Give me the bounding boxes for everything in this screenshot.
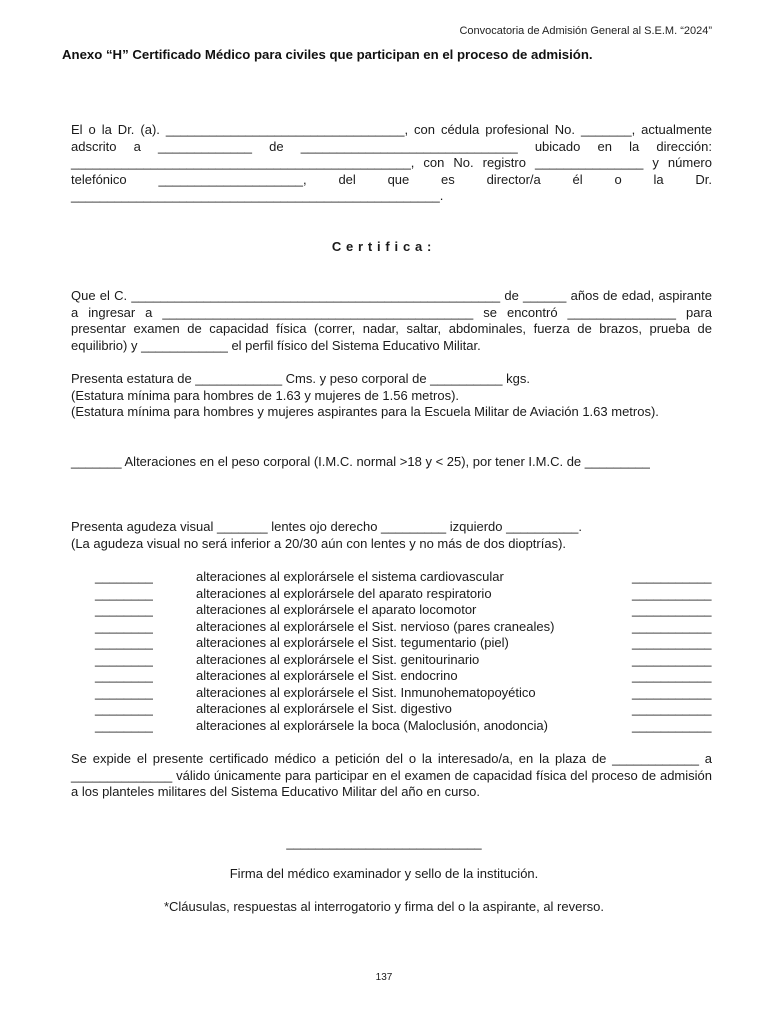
exam-text: alteraciones al explorársele el Sist. Inmunohematopoyético [196, 684, 536, 700]
stature-block [71, 371, 712, 421]
exam-row [0, 569, 768, 586]
blank-left: ________ [95, 701, 153, 716]
exam-row [0, 635, 768, 652]
blank-left: ________ [95, 569, 153, 584]
blank-right: ___________ [632, 585, 712, 601]
signature-label: Firma del médico examinador y sello de la institución. [229, 866, 539, 881]
blank-right: ___________ [632, 701, 712, 716]
visual-line: Presenta agudeza visual _______ lentes ojo derecho _________ izquierdo __________. [71, 519, 583, 534]
blank-left: ________ [95, 668, 153, 683]
page-number: 137 [375, 972, 393, 983]
exam-row [0, 685, 768, 702]
exam-text: alteraciones al explorársele del aparato respiratorio [196, 585, 492, 601]
doctor-paragraph: El o la Dr. (a). _________________________________, con cédula profesional No. _______, actualmente adscrito a _____________ de ______________________________ ubicado en la dirección: _______________________________________________, con No. registro _______________ y número telefónico ____________________, del que es director/a él o la Dr. ___________________________________________________. [71, 122, 712, 203]
exam-text: alteraciones al explorársele el Sist. tegumentario (piel) [196, 635, 509, 650]
exam-text: alteraciones al explorársele el aparato locomotor [196, 602, 477, 617]
exam-row [0, 652, 768, 669]
exam-text: alteraciones al explorársele el Sist. digestivo [196, 701, 452, 716]
aspirante-paragraph: Que el C. ___________________________________________________ de ______ años de edad, aspirante a ingresar a ___________________________________________ se encontró _______________ para presentar examen de capacidad física (correr, nadar, saltar, abdominales, fuerza de brazos, prueba de equilibrio) y ____________ el perfil físico del Sistema Educativo Militar. [71, 288, 712, 353]
blank-right: ___________ [632, 668, 712, 683]
convocatoria-header: Convocatoria de Admisión General al S.E.M. “2024” [459, 25, 712, 37]
clausulas-note: *Cláusulas, respuestas al interrogatorio y firma del o la aspirante, al reverso. [163, 899, 605, 914]
visual-block [71, 519, 712, 552]
blank-left: ________ [95, 717, 153, 733]
blank-left: ________ [95, 635, 153, 650]
imc-line: _______ Alteraciones en el peso corporal (I.M.C. normal >18 y < 25), por tener I.M.C. de _________ [71, 454, 650, 469]
blank-right: ___________ [632, 684, 712, 700]
blank-right: ___________ [632, 618, 712, 634]
stature-line: Presenta estatura de ____________ Cms. y peso corporal de __________ kgs. [71, 371, 530, 386]
exam-text: alteraciones al explorársele el Sist. endocrino [196, 668, 458, 683]
exam-row [0, 586, 768, 603]
exam-text: alteraciones al explorársele el Sist. genitourinario [196, 651, 480, 667]
document-title: Anexo “H” Certificado Médico para civiles que participan en el proceso de admisión. [62, 47, 593, 62]
blank-right: ___________ [632, 602, 712, 617]
certifica-heading: Certifica: [331, 239, 437, 254]
blank-left: ________ [95, 585, 153, 601]
blank-left: ________ [95, 684, 153, 700]
exam-row [0, 701, 768, 718]
visual-note: (La agudeza visual no será inferior a 20/30 aún con lentes y no más de dos dioptrías). [71, 535, 567, 551]
exam-row [0, 718, 768, 735]
exam-text: alteraciones al explorársele el Sist. nervioso (pares craneales) [196, 618, 555, 634]
signature-line: ___________________________ [286, 835, 482, 850]
expide-paragraph: Se expide el presente certificado médico a petición del o la interesado/a, en la plaza de ____________ a ______________ válido únicamente para participar en el examen de capacidad física del proceso de admisión a los planteles militares del Sistema Educativo Militar del año en curso. [71, 751, 712, 799]
blank-right: ___________ [632, 651, 712, 667]
stature-note-2: (Estatura mínima para hombres y mujeres aspirantes para la Escuela Militar de Aviación 1.63 metros). [71, 404, 659, 419]
blank-right: ___________ [632, 717, 712, 733]
exam-text: alteraciones al explorársele la boca (Maloclusión, anodoncia) [196, 717, 548, 733]
exam-list [0, 569, 768, 734]
blank-left: ________ [95, 602, 153, 617]
blank-right: ___________ [632, 635, 712, 650]
exam-text: alteraciones al explorársele el sistema cardiovascular [196, 569, 504, 584]
stature-note-1: (Estatura mínima para hombres de 1.63 y mujeres de 1.56 metros). [71, 387, 460, 403]
exam-row [0, 668, 768, 685]
blank-left: ________ [95, 618, 153, 634]
blank-left: ________ [95, 651, 153, 667]
blank-right: ___________ [632, 569, 712, 584]
exam-row [0, 619, 768, 636]
exam-row [0, 602, 768, 619]
